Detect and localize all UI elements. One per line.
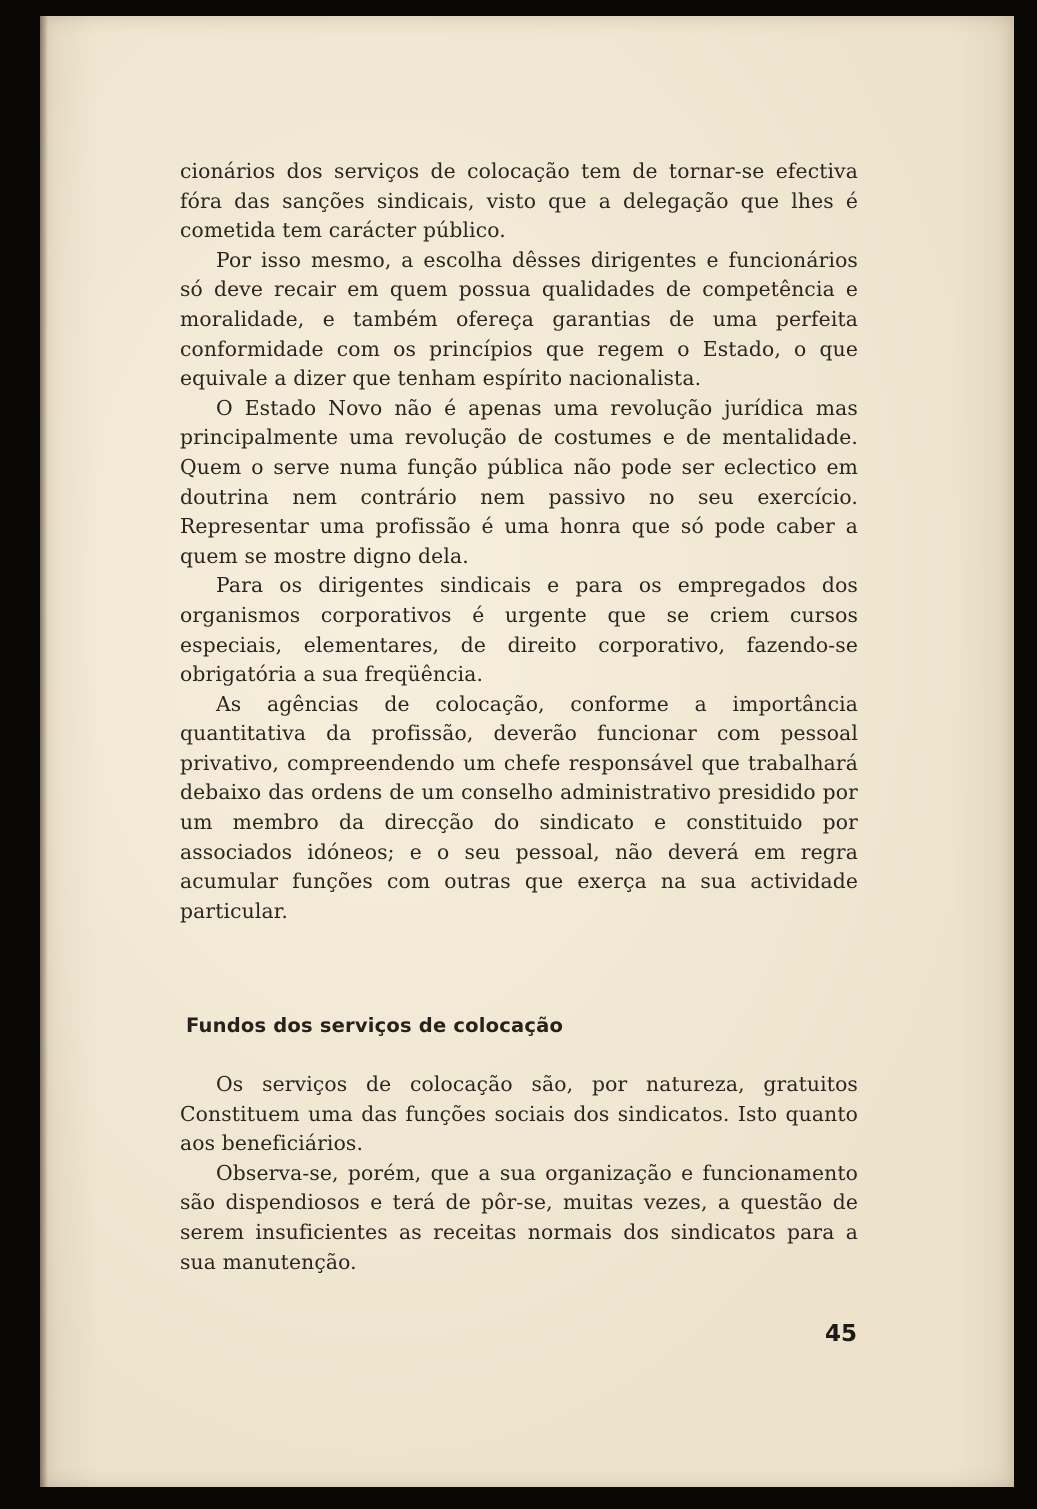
paragraph-continuation: cionários dos serviços de colocação tem de tornar-se efectiva fóra das sanções sindicais, visto que a delegação que lhes é cometida tem carácter público. — [180, 159, 858, 243]
body-text-top — [180, 157, 858, 926]
paragraph: Os serviços de colocação são, por natureza, gratuitos Constituem uma das funções sociais dos sindicatos. Isto quanto aos beneficiários. — [180, 1072, 858, 1156]
page-number: 45 — [825, 1321, 858, 1347]
paragraph: As agências de colocação, conforme a importância quantitativa da profissão, deverão funcionar com pessoal privativo, compreendendo um chefe responsável que trabalhará debaixo das ordens de um conselho administrativo presidido por um membro da direcção do sindicato e constituido por associados idóneos; e o seu pessoal, não deverá em regra acumular funções com outras que exerça na sua actividade particular. — [180, 691, 858, 923]
section-heading: Fundos dos serviços de colocação — [186, 1014, 564, 1037]
paragraph: Para os dirigentes sindicais e para os empregados dos organismos corporativos é urgente que se criem cursos especiais, elementares, de direito corporativo, fazendo-se obrigatória a sua freqüência. — [180, 573, 858, 687]
body-text-bottom — [180, 1070, 858, 1277]
paragraph: Por isso mesmo, a escolha dêsses dirigentes e funcionários só deve recair em quem possua qualidades de competência e moralidade, e também ofereça garantias de uma perfeita conformidade com os princípios que regem o Estado, o que equivale a dizer que tenham espírito nacionalista. — [180, 247, 858, 391]
binding-gutter-shadow — [40, 16, 48, 1487]
paragraph: Observa-se, porém, que a sua organização e funcionamento são dispendiosos e terá de pôr-se, muitas vezes, a questão de serem insuficientes as receitas normais dos sindicatos para a sua manutenção. — [180, 1160, 858, 1274]
paragraph: O Estado Novo não é apenas uma revolução jurídica mas principalmente uma revolução de costumes e de mentalidade. Quem o serve numa função pública não pode ser eclectico em doutrina nem contrário nem passivo no seu exercício. Representar uma profissão é uma honra que só pode caber a quem se mostre digno dela. — [180, 395, 858, 568]
book-page — [40, 16, 1014, 1487]
